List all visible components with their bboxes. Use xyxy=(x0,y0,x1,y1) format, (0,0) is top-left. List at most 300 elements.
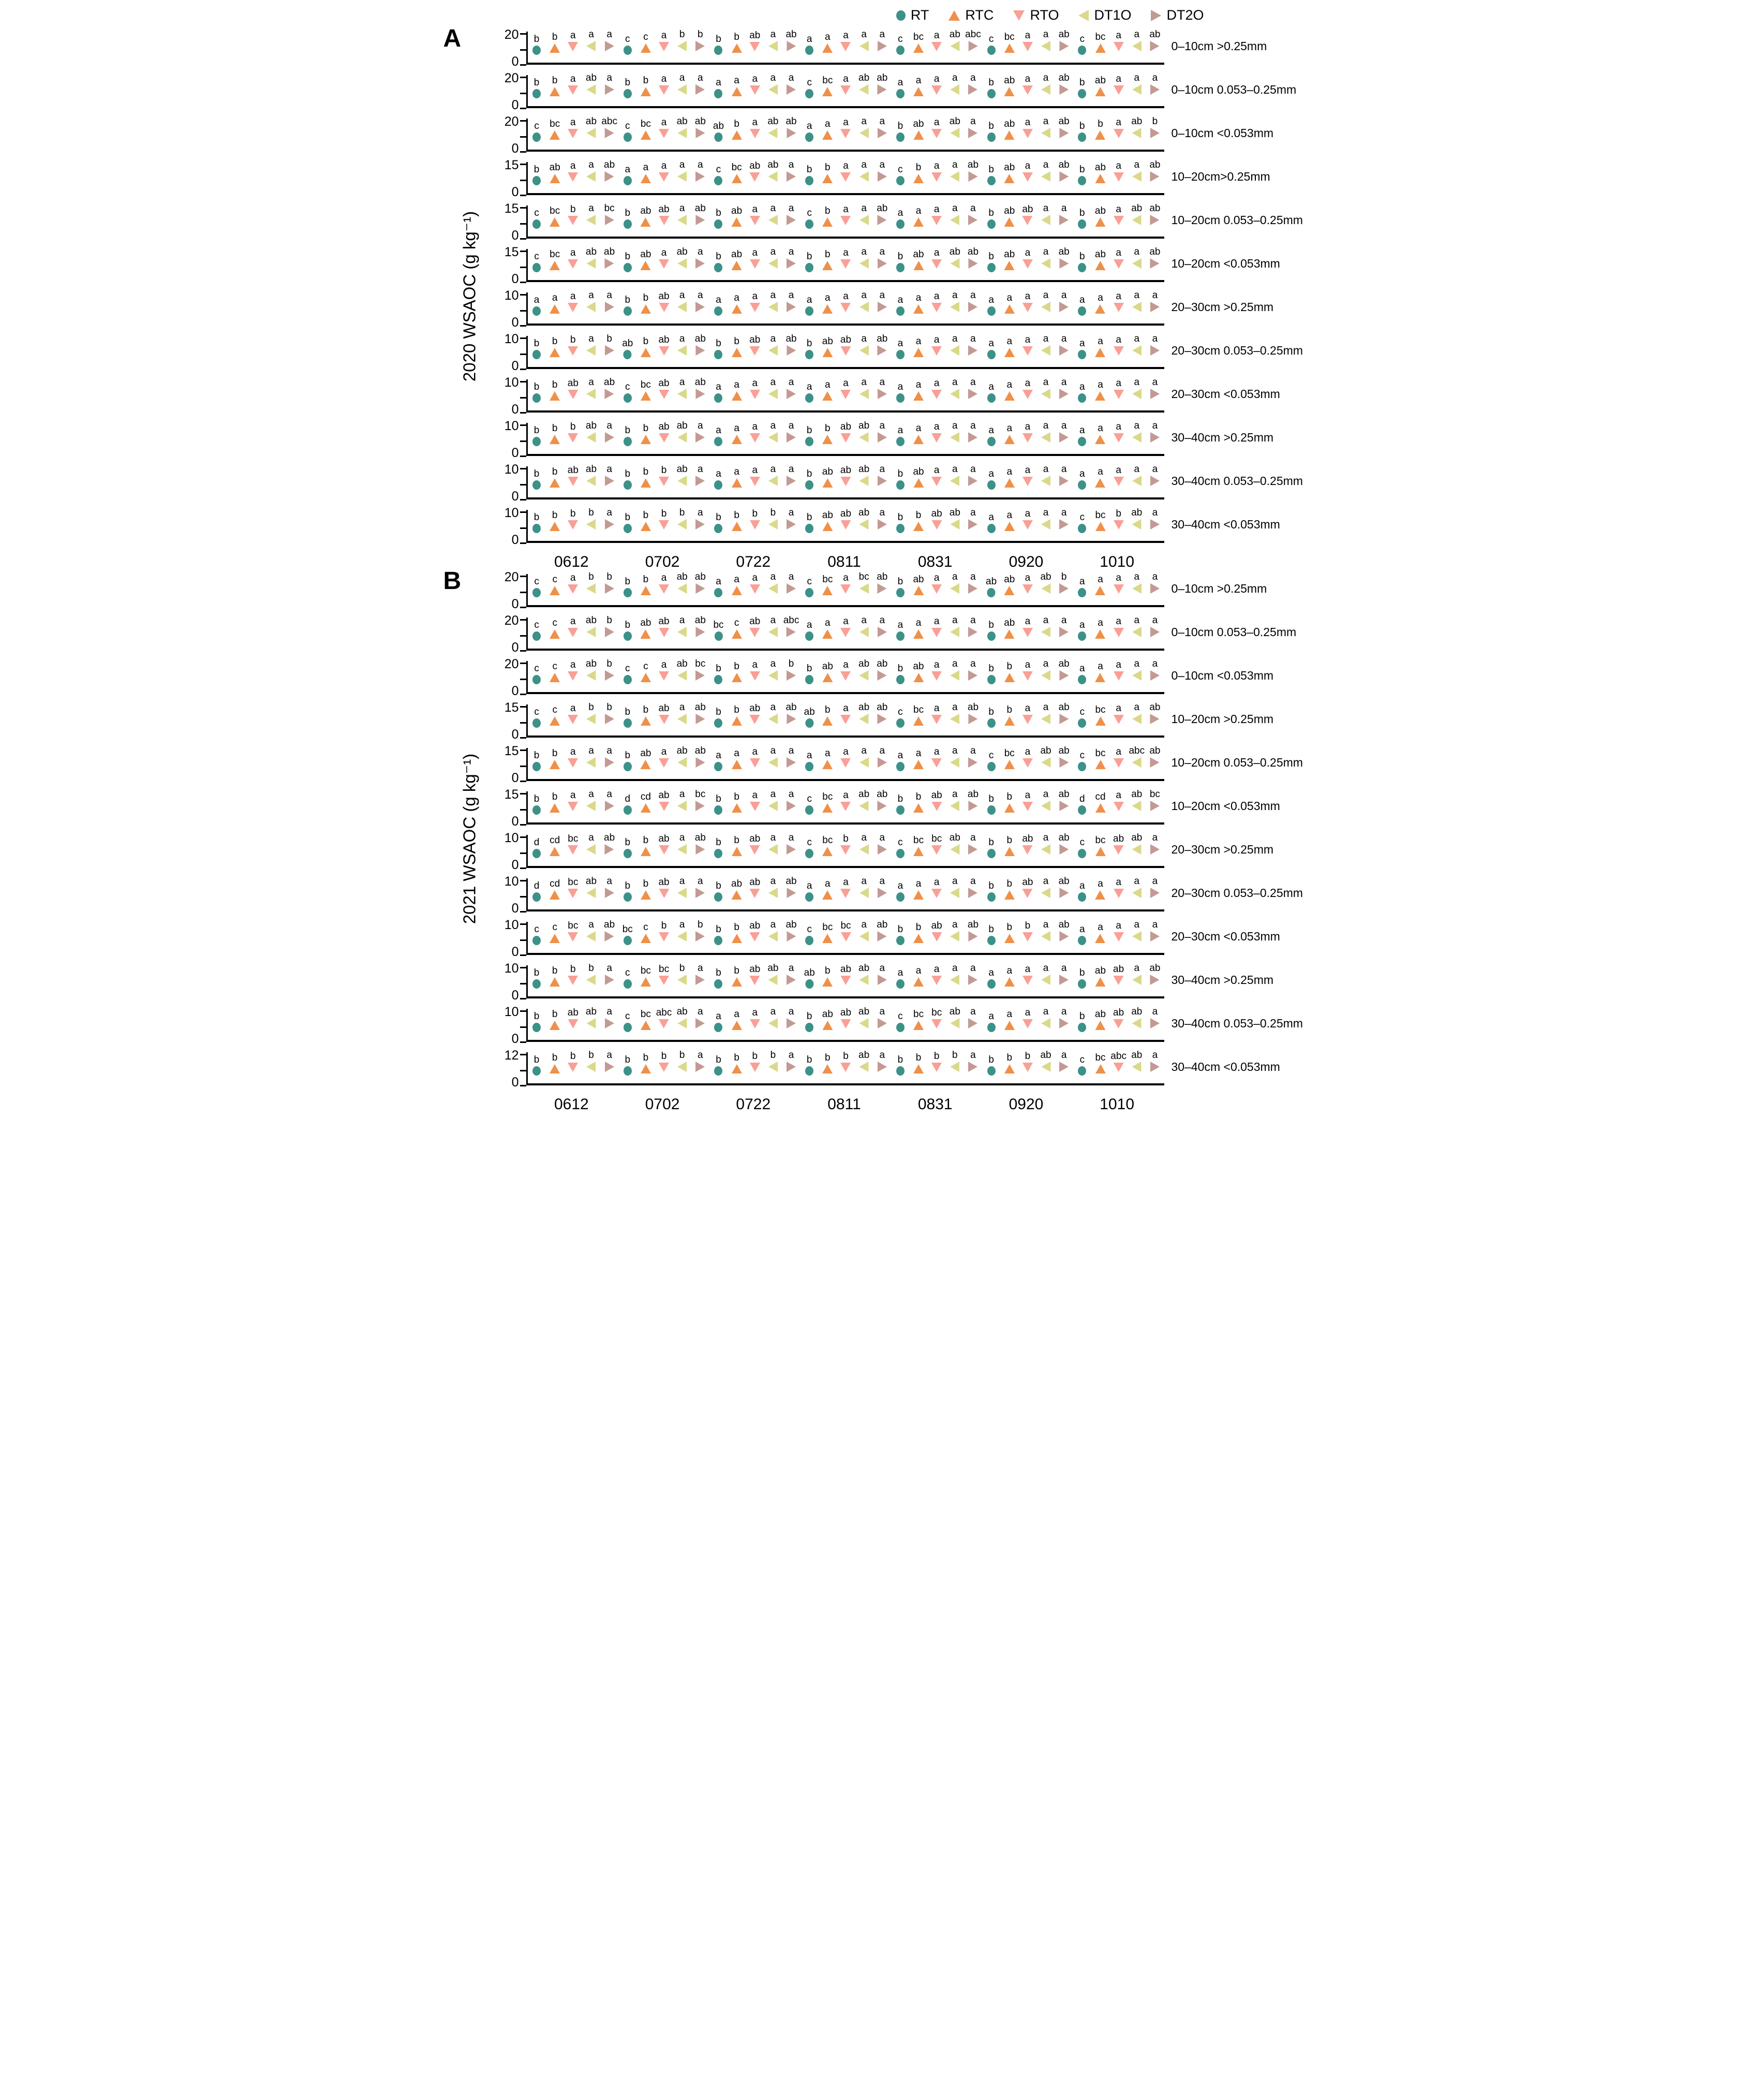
marker-stack xyxy=(658,335,669,356)
marker-stack xyxy=(550,32,560,53)
marker-RTC-up-icon xyxy=(641,760,651,769)
marker-stack xyxy=(859,203,869,225)
marker-RT-circle-icon xyxy=(624,480,632,490)
marker-stack xyxy=(950,73,959,95)
marker-stack xyxy=(568,703,578,724)
marker-stack xyxy=(896,78,905,98)
marker-DT1O-left-icon xyxy=(768,1018,778,1028)
marker-stack xyxy=(768,508,778,530)
significance-letter: a xyxy=(861,333,867,344)
significance-letter: a xyxy=(788,246,794,257)
marker-stack xyxy=(1131,833,1142,855)
x-tick-label: 0722 xyxy=(736,1096,771,1113)
y-zero-tick-label: 0 xyxy=(511,141,519,156)
marker-RTO-down-icon xyxy=(750,628,760,637)
significance-letter: a xyxy=(879,876,885,887)
date-group-0722 xyxy=(709,420,801,454)
significance-letter: a xyxy=(1116,117,1121,128)
y-max-tick-label: 15 xyxy=(504,700,519,715)
marker-RTO-down-icon xyxy=(840,42,851,51)
marker-RTO-down-icon xyxy=(1022,172,1033,182)
significance-letter: ab xyxy=(1094,75,1106,86)
marker-stack xyxy=(931,204,942,225)
marker-RTC-up-icon xyxy=(913,586,924,595)
marker-RT-circle-icon xyxy=(805,133,813,142)
significance-letter: b xyxy=(843,833,849,844)
marker-DT1O-left-icon xyxy=(586,1062,596,1072)
y-axis-tick xyxy=(520,923,526,925)
marker-RTO-down-icon xyxy=(840,628,851,637)
marker-DT1O-left-icon xyxy=(859,302,869,312)
marker-stack xyxy=(1150,789,1160,811)
marker-stack xyxy=(641,792,651,813)
significance-letter: d xyxy=(533,837,540,848)
marker-DT1O-left-icon xyxy=(1132,41,1142,51)
significance-letter: a xyxy=(1079,381,1085,392)
significance-letter: bc xyxy=(822,791,833,802)
marker-RTC-up-icon xyxy=(1095,1064,1105,1074)
significance-letter: a xyxy=(1134,246,1140,257)
row-label: 10–20cm 0.053–0.25mm xyxy=(1171,213,1303,227)
marker-RT-circle-icon xyxy=(624,979,632,989)
marker-stack xyxy=(968,508,977,530)
marker-stack xyxy=(1113,1008,1124,1028)
marker-DT2O-right-icon xyxy=(1059,583,1069,594)
marker-stack xyxy=(1078,295,1086,316)
significance-letter: b xyxy=(679,29,685,40)
marker-RTO-down-icon xyxy=(931,303,942,312)
marker-DT1O-left-icon xyxy=(768,975,778,985)
significance-letter: b xyxy=(1079,77,1085,88)
marker-stack xyxy=(950,789,959,811)
significance-letter: ab xyxy=(585,1006,597,1017)
significance-letter: b xyxy=(716,512,721,523)
date-group-0612 xyxy=(528,745,619,779)
significance-letter: ab xyxy=(858,702,870,713)
date-group-0702 xyxy=(618,292,709,324)
significance-letter: a xyxy=(1043,507,1049,518)
significance-letter: a xyxy=(1152,333,1158,344)
significance-letter: b xyxy=(533,338,540,349)
significance-letter: b xyxy=(716,1054,721,1065)
marker-stack xyxy=(550,380,560,401)
marker-RTO-down-icon xyxy=(1114,758,1124,768)
marker-stack xyxy=(950,464,959,486)
date-group-0831 xyxy=(891,658,982,692)
y-axis xyxy=(499,506,526,547)
marker-DT1O-left-icon xyxy=(677,519,687,530)
marker-stack xyxy=(896,794,905,815)
marker-stack xyxy=(767,963,778,985)
marker-stack xyxy=(859,334,869,356)
marker-RT-circle-icon xyxy=(714,437,722,446)
marker-RTC-up-icon xyxy=(732,934,742,943)
marker-stack xyxy=(677,508,687,530)
marker-RTC-up-icon xyxy=(732,478,742,488)
marker-stack xyxy=(532,881,541,902)
marker-DT1O-left-icon xyxy=(1041,844,1050,855)
marker-DT1O-left-icon xyxy=(950,215,959,225)
marker-stack xyxy=(1078,837,1086,858)
marker-stack xyxy=(677,572,688,594)
marker-stack xyxy=(913,32,924,53)
marker-DT2O-right-icon xyxy=(605,258,614,269)
significance-letter: b xyxy=(552,379,558,390)
marker-stack xyxy=(732,661,742,682)
date-group-0831 xyxy=(891,379,982,410)
significance-letter: b xyxy=(533,967,540,978)
significance-letter: a xyxy=(588,333,594,344)
marker-stack xyxy=(1078,34,1086,55)
marker-stack xyxy=(822,705,833,726)
marker-RTO-down-icon xyxy=(1114,715,1124,724)
y-axis xyxy=(499,874,526,916)
marker-stack xyxy=(641,966,651,987)
marker-RTO-down-icon xyxy=(1022,390,1033,399)
marker-RT-circle-icon xyxy=(896,979,905,989)
marker-RTC-up-icon xyxy=(822,261,833,270)
significance-letter: a xyxy=(770,832,776,843)
date-group-0702 xyxy=(618,72,709,106)
significance-letter: b xyxy=(952,1050,958,1061)
row-label: 20–30cm >0.25mm xyxy=(1171,300,1274,314)
marker-stack xyxy=(586,789,596,811)
marker-stack xyxy=(659,660,669,681)
marker-stack xyxy=(605,508,614,530)
significance-letter: b xyxy=(533,468,540,479)
significance-letter: a xyxy=(588,745,594,756)
date-group-1010 xyxy=(1073,658,1164,692)
significance-letter: a xyxy=(1134,658,1140,669)
y-zero-tick-label: 0 xyxy=(511,1032,519,1046)
significance-letter: ab xyxy=(877,789,888,800)
date-group-0811 xyxy=(801,658,892,692)
significance-letter: ab xyxy=(949,832,960,843)
marker-stack xyxy=(1041,247,1050,269)
marker-stack xyxy=(913,1053,924,1074)
marker-RTO-down-icon xyxy=(568,758,578,768)
significance-letter: a xyxy=(1025,790,1031,801)
date-group-1010 xyxy=(1073,379,1164,410)
marker-RTC-up-icon xyxy=(1004,977,1015,987)
significance-letter: a xyxy=(1098,379,1103,390)
marker-RT-circle-icon xyxy=(987,46,996,55)
marker-DT1O-left-icon xyxy=(677,757,687,768)
significance-letter: ab xyxy=(694,615,706,626)
significance-letter: b xyxy=(661,465,667,476)
significance-letter: a xyxy=(770,745,776,756)
marker-RTC-up-icon xyxy=(1004,261,1015,270)
significance-letter: ab xyxy=(749,877,761,888)
y-axis-tick xyxy=(520,120,526,122)
marker-stack xyxy=(913,879,924,900)
marker-stack xyxy=(987,425,996,446)
marker-stack xyxy=(1150,377,1160,399)
significance-letter: a xyxy=(915,379,922,390)
marker-RTC-up-icon xyxy=(822,87,833,96)
significance-letter: bc xyxy=(840,920,851,931)
marker-stack xyxy=(641,423,651,444)
marker-RTO-down-icon xyxy=(568,628,578,637)
significance-letter: b xyxy=(988,1054,994,1065)
significance-letter: ab xyxy=(749,616,761,627)
marker-stack xyxy=(768,30,778,51)
marker-stack xyxy=(1022,921,1033,942)
plot-area xyxy=(526,878,1164,911)
marker-stack xyxy=(624,382,632,403)
marker-RTO-down-icon xyxy=(1022,433,1033,443)
significance-letter: a xyxy=(625,164,631,175)
date-group-1010 xyxy=(1073,1052,1164,1083)
significance-letter: b xyxy=(988,663,994,674)
significance-letter: a xyxy=(606,1050,612,1061)
marker-RTO-down-icon xyxy=(840,715,851,724)
marker-RT-circle-icon xyxy=(1078,1066,1086,1076)
marker-RTO-down-icon xyxy=(750,976,760,985)
marker-stack xyxy=(913,163,924,183)
date-group-0831 xyxy=(891,791,982,822)
marker-stack xyxy=(732,293,742,314)
marker-stack xyxy=(878,1050,887,1072)
marker-stack xyxy=(532,751,541,771)
marker-stack xyxy=(950,377,959,399)
marker-stack xyxy=(896,295,905,316)
marker-RTO-down-icon xyxy=(931,1019,942,1028)
marker-stack xyxy=(896,469,905,490)
marker-DT1O-left-icon xyxy=(1132,476,1142,486)
marker-stack xyxy=(913,293,924,314)
marker-RT-circle-icon xyxy=(896,524,905,533)
significance-letter: ab xyxy=(1004,162,1015,173)
marker-DT2O-right-icon xyxy=(878,801,887,811)
date-group-0811 xyxy=(801,116,892,150)
significance-letter: a xyxy=(970,571,976,582)
marker-stack xyxy=(987,34,996,55)
significance-letter: a xyxy=(1061,333,1067,344)
marker-RTO-down-icon xyxy=(750,216,760,225)
marker-stack xyxy=(568,31,578,51)
significance-letter: ab xyxy=(749,964,761,975)
marker-stack xyxy=(605,1007,614,1028)
significance-letter: a xyxy=(570,703,576,714)
date-group-0702 xyxy=(618,116,709,150)
marker-stack xyxy=(605,876,614,898)
significance-letter: a xyxy=(698,246,703,257)
marker-RT-circle-icon xyxy=(987,979,996,989)
subplot-row xyxy=(499,570,1323,611)
significance-letter: a xyxy=(933,73,940,84)
date-group-0612 xyxy=(528,333,619,367)
marker-DT1O-left-icon xyxy=(950,345,959,356)
marker-DT2O-right-icon xyxy=(878,171,887,182)
significance-letter: b xyxy=(988,251,994,262)
marker-stack xyxy=(1022,790,1033,811)
significance-letter: bc xyxy=(640,119,651,129)
marker-stack xyxy=(532,1055,541,1076)
y-zero-tick-label: 0 xyxy=(511,315,519,330)
marker-stack xyxy=(732,966,742,987)
significance-letter: b xyxy=(825,162,831,173)
date-group-0722 xyxy=(709,246,801,280)
y-max-tick-label: 10 xyxy=(504,288,519,303)
significance-letter: a xyxy=(843,30,849,41)
marker-DT2O-right-icon xyxy=(1150,931,1160,942)
y-axis-tick xyxy=(520,180,526,181)
plot-area xyxy=(526,571,1164,607)
marker-RT-circle-icon xyxy=(987,480,996,490)
x-tick-label: 0920 xyxy=(1009,553,1044,570)
date-group-0920 xyxy=(982,571,1073,605)
marker-DT2O-right-icon xyxy=(605,215,614,225)
marker-DT1O-left-icon xyxy=(1132,670,1142,681)
marker-DT1O-left-icon xyxy=(1132,844,1142,855)
y-max-tick-label: 15 xyxy=(504,744,519,758)
significance-letter: a xyxy=(861,29,867,40)
y-axis-tick xyxy=(520,1041,526,1043)
marker-stack xyxy=(750,74,760,95)
marker-RTC-up-icon xyxy=(550,174,560,183)
marker-DT1O-left-icon xyxy=(1132,627,1142,637)
marker-stack xyxy=(1149,247,1160,269)
marker-stack xyxy=(1095,293,1105,314)
marker-RTO-down-icon xyxy=(1022,1019,1033,1028)
significance-letter: a xyxy=(843,659,849,670)
significance-letter: ab xyxy=(949,116,960,127)
marker-DT1O-left-icon xyxy=(950,844,959,855)
significance-letter: a xyxy=(1152,832,1158,843)
significance-letter: a xyxy=(788,963,794,974)
significance-letter: a xyxy=(825,292,831,303)
row-label: 10–20cm >0.25mm xyxy=(1171,712,1274,726)
marker-stack xyxy=(1131,1050,1142,1072)
marker-stack xyxy=(1131,203,1142,225)
significance-letter: a xyxy=(606,420,612,431)
marker-RT-circle-icon xyxy=(805,936,813,945)
marker-stack xyxy=(1078,577,1086,597)
significance-letter: ab xyxy=(694,571,706,582)
marker-stack xyxy=(931,921,942,942)
significance-letter: ab xyxy=(567,1007,579,1018)
marker-stack xyxy=(677,464,688,486)
significance-letter: abc xyxy=(783,615,799,626)
significance-letter: bc xyxy=(931,833,942,844)
marker-stack xyxy=(787,789,796,811)
y-axis xyxy=(499,744,526,785)
significance-letter: a xyxy=(1134,464,1140,475)
marker-DT1O-left-icon xyxy=(1041,171,1050,182)
marker-stack xyxy=(624,968,632,989)
marker-stack xyxy=(1131,508,1142,530)
y-axis xyxy=(499,71,526,112)
marker-stack xyxy=(550,249,560,270)
marker-stack xyxy=(659,161,669,182)
significance-letter: c xyxy=(807,576,812,587)
marker-stack xyxy=(586,160,596,182)
marker-stack xyxy=(1041,334,1050,356)
significance-letter: b xyxy=(588,571,594,582)
plot-area xyxy=(526,29,1164,65)
marker-DT1O-left-icon xyxy=(950,583,959,594)
marker-stack xyxy=(750,422,760,443)
marker-stack xyxy=(714,78,722,98)
significance-letter: a xyxy=(1116,659,1121,670)
marker-DT1O-left-icon xyxy=(677,476,687,486)
marker-RT-circle-icon xyxy=(896,892,905,902)
significance-letter: b xyxy=(570,334,576,345)
significance-letter: a xyxy=(1025,421,1031,432)
marker-DT1O-left-icon xyxy=(1132,258,1142,269)
marker-stack xyxy=(714,577,722,597)
significance-letter: b xyxy=(825,1052,831,1063)
significance-letter: a xyxy=(1061,1006,1067,1017)
significance-letter: ab xyxy=(1040,571,1051,582)
significance-letter: ab xyxy=(658,334,670,345)
row-label: 30–40cm >0.25mm xyxy=(1171,973,1274,987)
significance-letter: ab xyxy=(585,464,597,475)
significance-letter: b xyxy=(716,837,721,848)
significance-letter: a xyxy=(698,1006,703,1017)
marker-stack xyxy=(1004,119,1015,140)
marker-stack xyxy=(931,1051,942,1072)
marker-stack xyxy=(987,837,996,858)
marker-RTC-up-icon xyxy=(822,673,833,682)
significance-letter: ab xyxy=(1058,876,1070,887)
marker-DT1O-left-icon xyxy=(1041,432,1050,443)
y-axis-tick xyxy=(520,238,526,240)
marker-RT-circle-icon xyxy=(1078,480,1086,490)
significance-letter: ab xyxy=(585,246,597,257)
subplot-row xyxy=(499,874,1323,916)
significance-letter: bc xyxy=(1095,748,1106,759)
marker-RT-circle-icon xyxy=(714,219,722,229)
significance-letter: ab xyxy=(1149,702,1161,713)
marker-RTO-down-icon xyxy=(1022,477,1033,486)
significance-letter: a xyxy=(843,703,849,714)
marker-stack xyxy=(859,377,869,399)
y-axis-tick xyxy=(520,650,526,652)
marker-DT2O-right-icon xyxy=(878,670,887,681)
marker-stack xyxy=(695,334,706,356)
marker-RTO-down-icon xyxy=(840,216,851,225)
significance-letter: a xyxy=(533,295,540,305)
significance-letter: b xyxy=(533,1054,540,1065)
significance-letter: a xyxy=(752,746,758,757)
marker-RTO-down-icon xyxy=(931,259,942,269)
marker-DT2O-right-icon xyxy=(787,302,796,312)
marker-stack xyxy=(532,339,541,359)
significance-letter: a xyxy=(1116,73,1121,84)
marker-DT1O-left-icon xyxy=(677,1018,687,1028)
marker-stack xyxy=(1114,616,1124,637)
significance-letter: a xyxy=(1116,204,1121,215)
marker-RTC-up-icon xyxy=(822,934,833,943)
marker-DT1O-left-icon xyxy=(1041,519,1050,530)
marker-RTO-down-icon xyxy=(659,715,669,724)
marker-stack xyxy=(732,705,742,726)
marker-stack xyxy=(750,1008,760,1028)
significance-letter: b xyxy=(716,707,721,717)
significance-letter: a xyxy=(806,34,812,45)
marker-DT1O-left-icon xyxy=(1132,519,1142,530)
marker-DT2O-right-icon xyxy=(605,84,614,95)
significance-letter: c xyxy=(734,617,739,628)
marker-RT-circle-icon xyxy=(532,46,541,55)
y-axis-tick xyxy=(520,267,526,268)
marker-stack xyxy=(1022,248,1033,269)
significance-letter: a xyxy=(1079,880,1085,891)
significance-letter: a xyxy=(661,572,667,583)
significance-letter: c xyxy=(625,121,630,131)
